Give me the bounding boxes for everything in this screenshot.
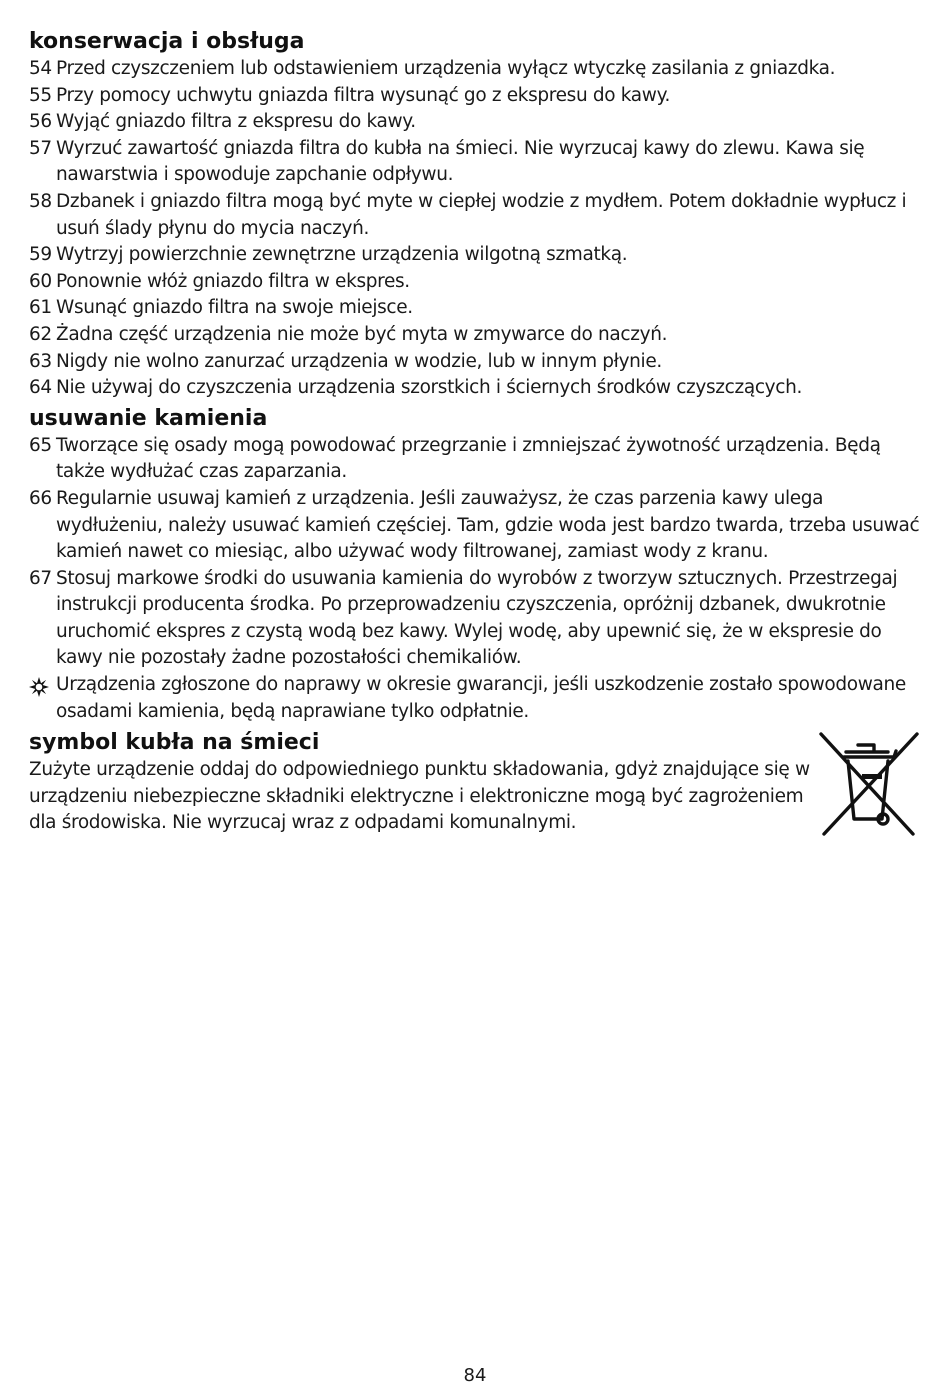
item-number: 58 <box>29 190 52 212</box>
list-item <box>29 136 921 189</box>
list-item <box>29 349 921 376</box>
item-text: Wytrzyj powierzchnie zewnętrzne urządzenia wilgotną szmatką. <box>56 244 628 266</box>
item-number: 67 <box>29 567 52 589</box>
list-item <box>29 486 921 566</box>
list-item <box>29 566 921 672</box>
item-number: 54 <box>29 58 52 79</box>
section-title-trash-symbol: symbol kubła na śmieci <box>29 730 320 756</box>
list-item <box>29 375 921 402</box>
list-item <box>29 189 921 242</box>
item-text: Wyrzuć zawartość gniazda filtra do kubła na śmieci. Nie wyrzucaj kawy do zlewu. Kawa się nawarstwia i spowoduje zapchanie odpływu. <box>56 137 865 186</box>
item-text: Tworzące się osady mogą powodować przegrzanie i zmniejszać żywotność urządzenia. Będą także wydłużać czas zaparzania. <box>56 434 881 483</box>
maintenance-section <box>29 28 921 402</box>
item-number: 57 <box>29 137 52 159</box>
list-item <box>29 269 921 296</box>
item-text: Przy pomocy uchwytu gniazda filtra wysunąć go z ekspresu do kawy. <box>56 84 671 106</box>
item-text: Przed czyszczeniem lub odstawieniem urządzenia wyłącz wtyczkę zasilania z gniazdka. <box>56 58 836 79</box>
warning-text: Urządzenia zgłoszone do naprawy w okresie gwarancji, jeśli uszkodzenie zostało spowodowane osadami kamienia, będą naprawiane tylko odpłatnie. <box>56 674 906 722</box>
item-number: 62 <box>29 323 52 345</box>
document-page <box>29 28 921 837</box>
warning-item <box>29 672 921 725</box>
item-number: 64 <box>29 377 52 399</box>
section-title-descaling: usuwanie kamienia <box>29 405 268 431</box>
list-item <box>29 295 921 322</box>
item-number: 61 <box>29 297 52 319</box>
sun-star-icon <box>29 677 49 697</box>
descaling-list <box>29 433 921 726</box>
item-text: Nie używaj do czyszczenia urządzenia szorstkich i ściernych środków czyszczących. <box>56 377 802 399</box>
item-number: 63 <box>29 350 52 372</box>
item-number: 65 <box>29 434 52 456</box>
item-number: 66 <box>29 487 52 509</box>
item-number: 55 <box>29 84 52 106</box>
trash-symbol-text: Zużyte urządzenie oddaj do odpowiedniego punktu składowania, gdyż znajdujące się w urządzeniu niebezpieczne składniki elektryczne i elektroniczne mogą być zagrożeniem dla środowiska. Nie wyrzucaj wraz z odpadami komunalnymi. <box>29 759 810 834</box>
list-item <box>29 433 921 486</box>
item-text: Nigdy nie wolno zanurzać urządzenia w wodzie, lub w innym płynie. <box>56 350 662 372</box>
page-number: 84 <box>463 1365 487 1386</box>
item-number: 59 <box>29 244 52 266</box>
item-text: Żadna część urządzenia nie może być myta w zmywarce do naczyń. <box>56 323 668 345</box>
list-item <box>29 242 921 269</box>
item-text: Regularnie usuwaj kamień z urządzenia. Jeśli zauważysz, że czas parzenia kawy ulega wydłużeniu, należy usuwać kamień częściej. Tam, gdzie woda jest bardzo twarda, trzeba usuwać kamień nawet co miesiąc, albo używać wody filtrowanej, zamiast wody z kranu. <box>56 487 920 563</box>
item-number: 60 <box>29 270 52 292</box>
list-item <box>29 56 921 83</box>
item-text: Stosuj markowe środki do usuwania kamienia do wyrobów z tworzyw sztucznych. Przestrzegaj instrukcji producenta środka. Po przeprowadzeniu czyszczenia, opróżnij dzbanek, dwukrotnie uruchomić ekspres z czystą wodą bez kawy. Wylej wodę, aby upewnić się, że w ekspresie do kawy nie pozostały żadne pozostałości chemikaliów. <box>56 567 898 669</box>
item-number: 56 <box>29 111 52 133</box>
item-text: Wsunąć gniazdo filtra na swoje miejsce. <box>56 297 413 319</box>
item-text: Dzbanek i gniazdo filtra mogą być myte w ciepłej wodzie z mydłem. Potem dokładnie wypłucz i usuń ślady płynu do mycia naczyń. <box>56 190 907 239</box>
trash-symbol-section <box>29 729 921 837</box>
list-item <box>29 83 921 110</box>
section-title-maintenance: konserwacja i obsługa <box>29 29 305 54</box>
list-item <box>29 322 921 349</box>
maintenance-list <box>29 56 921 402</box>
crossed-out-wheelie-bin-icon <box>818 731 920 837</box>
descaling-section <box>29 405 921 726</box>
item-text: Wyjąć gniazdo filtra z ekspresu do kawy. <box>56 111 416 133</box>
list-item <box>29 109 921 136</box>
item-text: Ponownie włóż gniazdo filtra w ekspres. <box>56 270 410 292</box>
